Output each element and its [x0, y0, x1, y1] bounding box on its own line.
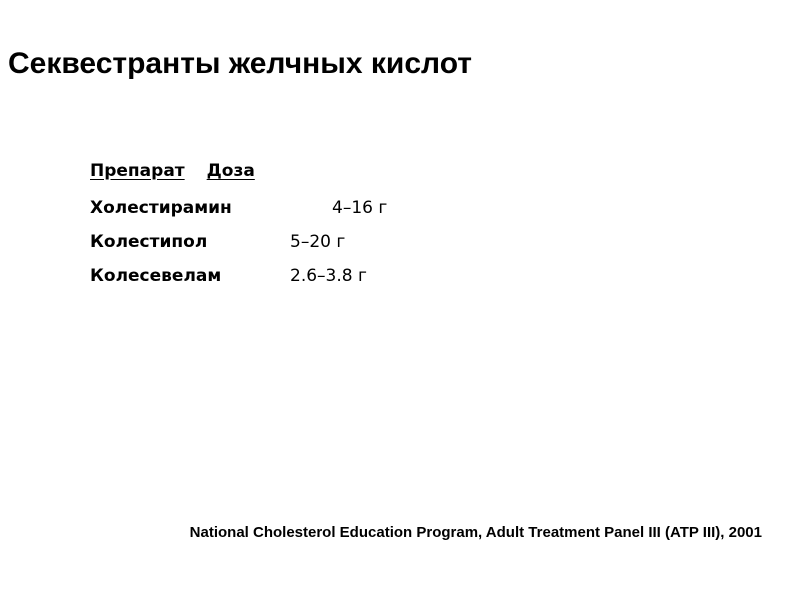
slide-title: Секвестранты желчных кислот: [8, 47, 472, 80]
drug-name: Колесевелам: [90, 266, 222, 286]
table-row: [90, 229, 346, 255]
drug-dose: 4–16 г: [332, 198, 388, 218]
table-row: [90, 263, 367, 289]
header-drug: Препарат: [90, 161, 185, 181]
drug-dose: 5–20 г: [290, 232, 346, 252]
drug-name: Колестипол: [90, 232, 208, 252]
drug-dose: 2.6–3.8 г: [290, 266, 367, 286]
drug-name: Холестирамин: [90, 198, 232, 218]
table-header: [90, 158, 255, 184]
source-citation: National Cholesterol Education Program, Adult Treatment Panel III (ATP III), 2001: [189, 524, 762, 541]
header-dose: Доза: [206, 161, 255, 181]
table-row: [90, 195, 388, 221]
